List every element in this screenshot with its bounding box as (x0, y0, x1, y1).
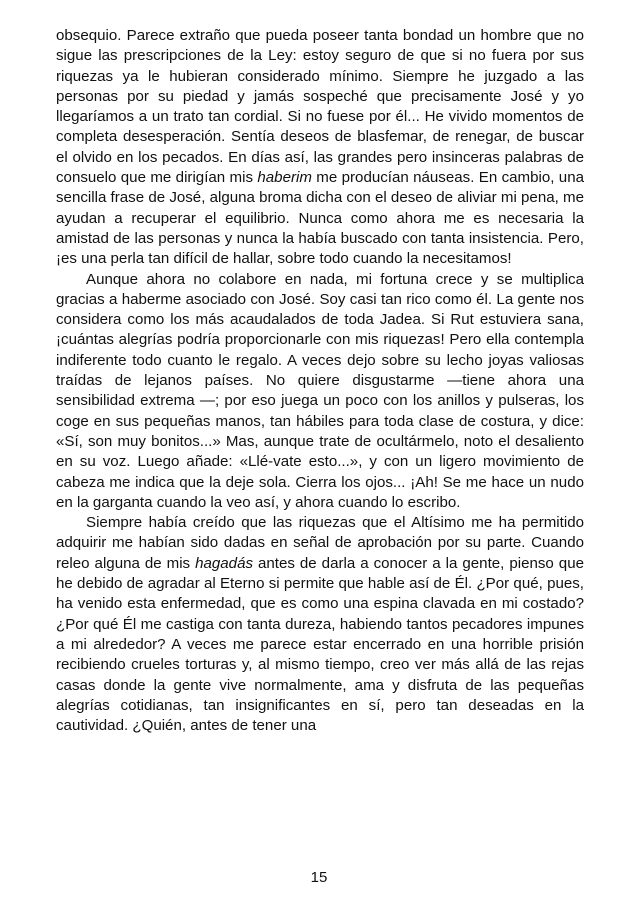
paragraph-1-italic-haberim: haberim (257, 169, 312, 187)
paragraph-3 (56, 513, 584, 736)
paragraph-1-text-a: obsequio. Parece extraño que pueda poseer tanta bondad un hombre que no sigue las prescripciones de la Ley: estoy seguro de que si no fuera por sus riquezas ya le hubieran considerado mínimo. Siempre he juzgado a las personas por su piedad y jamás sospeché que precisamente José y yo llegaríamos a un trato tan cordial. Si no fuese por él... He vivido momentos de completa desesperación. Sentía deseos de blasfemar, de renegar, de buscar el olvido en los pecados. En días así, las grandes pero insinceras palabras de consuelo que me dirigían mis (56, 27, 584, 187)
page-number: 15 (310, 869, 328, 886)
paragraph-3-italic-hagadas: hagadás (195, 554, 254, 572)
paragraph-1 (56, 26, 584, 270)
paragraph-3-text-a: Siempre había creído que las riquezas que el Altísimo me ha permitido adquirir me habían sido dadas en señal de aprobación por su parte. Cuando releo alguna de mis (56, 514, 584, 572)
paragraph-2 (56, 270, 584, 514)
page-body (56, 26, 584, 736)
paragraph-3-text-b: antes de darla a conocer a la gente, pienso que he debido de agradar al Eterno si permite que hable así de Él. ¿Por qué, pues, ha venido esta enfermedad, que es como una espina clavada en mi costado? ¿Por qué Él me castiga con tanta dureza, habiendo tantos pecadores impunes a mi alrededor? A veces me parece estar encerrado en una horrible prisión recibiendo crueles torturas y, al mismo tiempo, creo ver más allá de las rejas casas donde la gente vive normalmente, ama y disfruta de las pequeñas alegrías cotidianas, tan insignificantes en sí, pero tan deseadas en la cautividad. ¿Quién, antes de tener una (56, 554, 584, 735)
paragraph-1-text-b: me producían náuseas. En cambio, una sencilla frase de José, alguna broma dicha con el deseo de aliviar mi pena, me ayudan a recuperar el equilibrio. Nunca como ahora me es necesaria la amistad de las personas y nunca la había buscado con tanta insistencia. Pero, ¡es una perla tan difícil de hallar, sobre todo cuando la necesitamos! (56, 169, 584, 268)
paragraph-2-text: Aunque ahora no colabore en nada, mi fortuna crece y se multiplica gracias a haberme asociado con José. Soy casi tan rico como él. La gente nos considera como los más acaudalados de toda Jadea. Si Rut estuviera sana, ¡cuántas alegrías podría proporcionarle con mis riquezas! Pero ella contempla indiferente todo cuanto le regalo. A veces dejo sobre su lecho joyas valiosas traídas de lejanos países. No quiere disgustarme —tiene ahora una sensibilidad extrema —; por eso juega un poco con los anillos y pulseras, los coge en sus pequeñas manos, tan hábiles para toda clase de costura, y dice: «Sí, son muy bonitos...» Mas, aunque trate de ocultármelo, noto el desaliento en su voz. Luego añade: «Llé-vate esto...», y con un ligero movimiento de cabeza me indica que la deje sola. Cierra los ojos... ¡Ah! Se me hace un nudo en la garganta cuando la veo así, y ahora cuando lo escribo. (56, 270, 584, 511)
